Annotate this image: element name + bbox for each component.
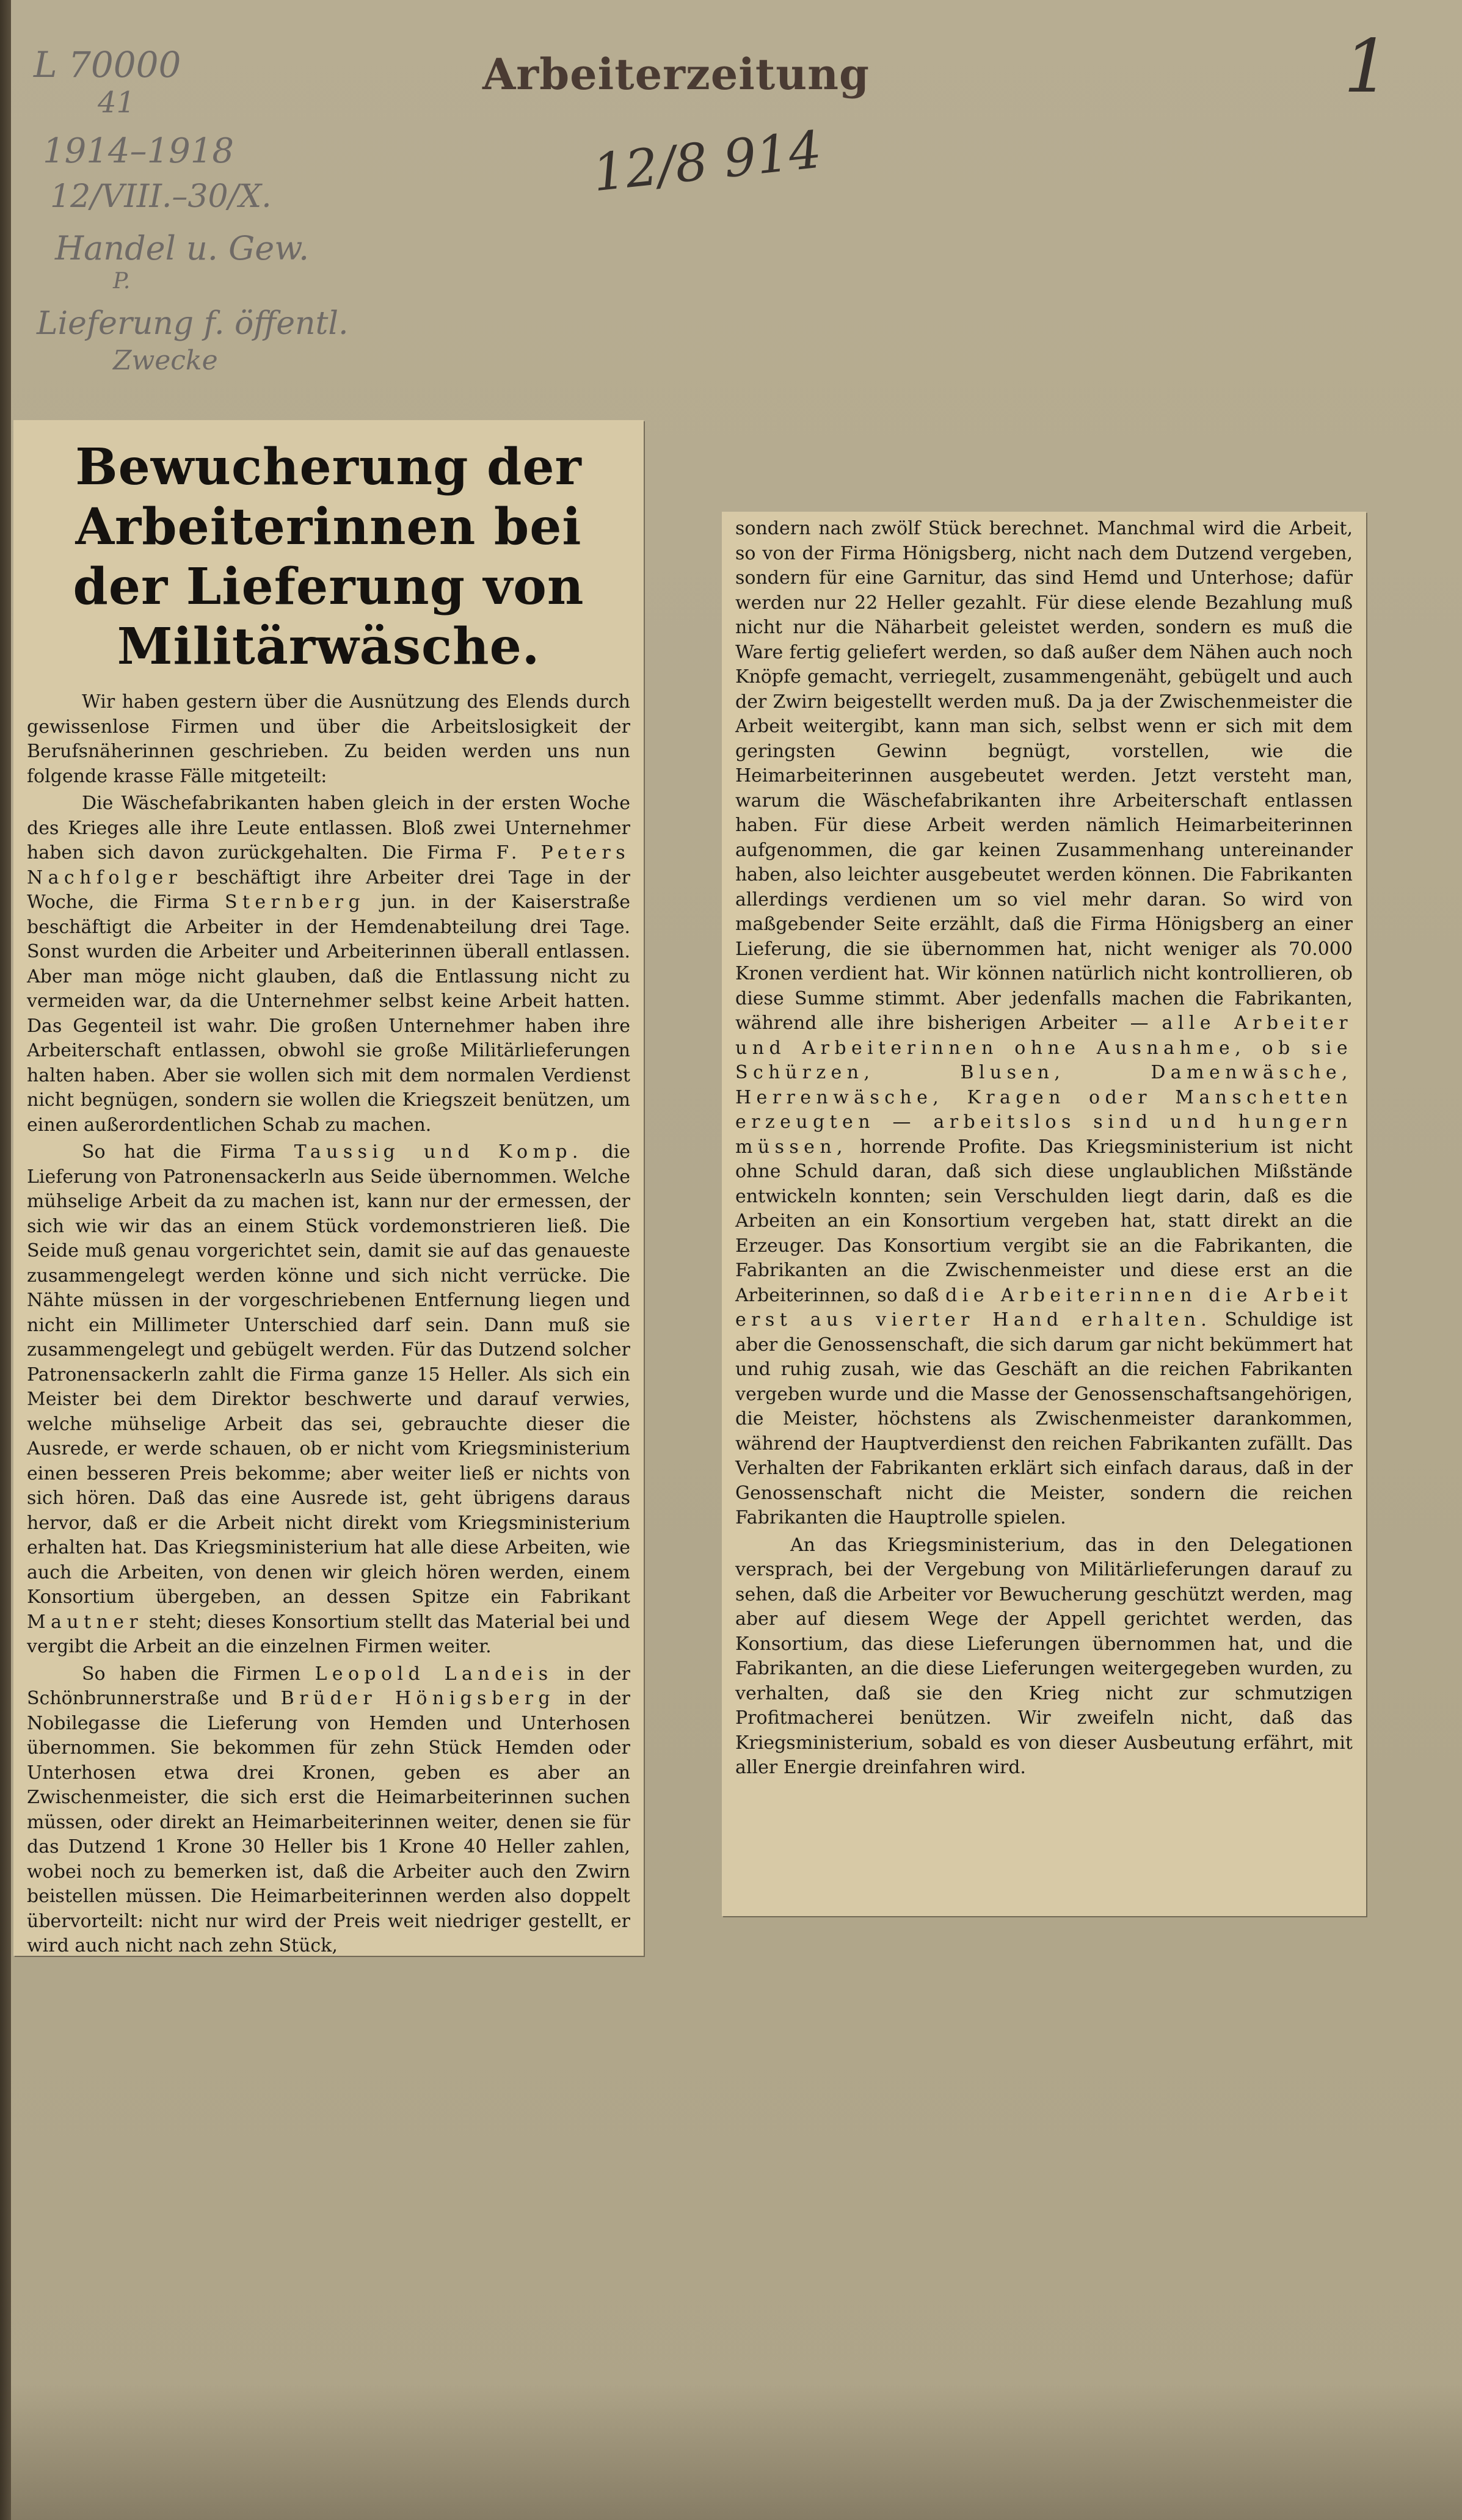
sheet-shadow: [11, 2381, 1462, 2520]
paragraph: sondern nach zwölf Stück berechnet. Manchmal wird die Arbeit, so von der Firma Hönigsberg, nicht nach dem Dutzend vergeben, sondern für eine Garnitur, das sind Hemd und Unterhose; dafür werden nur 22 Heller gezahlt. Für diese elende Bezahlung muß nicht nur die Näharbeit geleistet werden, sondern es muß die Ware fertig geliefert werden, so daß außer dem Nähen auch noch Knöpfe gemacht, verriegelt, zusammengenäht, gebügelt und auch der Zwirn beigestellt werden muß. Da ja der Zwischenmeister die Arbeit weitergibt, kann man sich, selbst wenn er sich mit dem geringsten Gewinn begnügt, vorstellen, wie die Heimarbeiterinnen ausgebeutet werden. Jetzt versteht man, warum die Wäschefabrikanten ihre Arbeiterschaft entlassen haben. Für diese Arbeit werden nämlich Heimarbeiterinnen aufgenommen, die gar keinen Zusammenhang untereinander haben, also leichter ausgebeutet werden können. Die Fabrikanten allerdings verdienen um so viel mehr daran. So wird von maßgebender Seite erzählt, daß die Firma Hönigsberg an einer Lieferung, die sie übernommen hat, nicht weniger als 70.000 Kronen verdient hat. Wir können natürlich nicht kontrollieren, ob diese Summe stimmt. Aber jedenfalls machen die Fabrikanten, während alle ihre bisherigen Arbeiter — alle Arbeiter und Arbeiterinnen ohne Ausnahme, ob sie Schürzen, Blusen, Damenwäsche, Herrenwäsche, Kragen oder Manschetten erzeugten — arbeitslos sind und hungern müssen, horrende Profite. Das Kriegsministerium ist nicht ohne Schuld daran, daß sich diese unglaublichen Mißstände entwickeln konnten; sein Verschulden liegt darin, daß es die Arbeiten an ein Konsortium vergeben hat, statt direkt an die Erzeuger. Das Konsortium vergibt sie an die Fabrikanten, die Fabrikanten an die Zwischenmeister und diese erst an die Arbeiterinnen, so daß die Arbeiterinnen die Arbeit erst aus vierter Hand erhalten. Schuldige ist aber die Genossenschaft, die sich darum gar nicht bekümmert hat und ruhig zusah, wie das Geschäft an die reichen Fabrikanten vergeben wurde und die Masse der Genossenschaftsangehörigen, die Meister, höchstens als Zwischenmeister darankommen, während der Hauptverdienst den reichen Fabrikanten zufällt. Das Verhalten der Fabrikanten erklärt sich einfach daraus, daß in der Genossenschaft nicht die Meister, sondern die reichen Fabrikanten die Hauptrolle spielen.: [735, 518, 1353, 1528]
clipping-column-left: [13, 420, 644, 1956]
article-body-right: [722, 512, 1366, 1781]
paragraph: Wir haben gestern über die Ausnützung des Elends durch gewissenlose Firmen und über die Arbeitslosigkeit der Berufsnäherinnen geschrieben. Zu beiden werden uns nun folgende krasse Fälle mitgeteilt:: [27, 691, 630, 787]
clipping-column-right: [722, 512, 1366, 1916]
archive-note: 1914–1918: [43, 131, 235, 171]
archive-note: 12/VIII.–30/X.: [50, 178, 272, 215]
archive-note: 41: [98, 85, 136, 120]
page-number: 1: [1344, 24, 1391, 109]
paragraph: So haben die Firmen Leopold Landeis in der Schönbrunnerstraße und Brüder Hönigsberg in der Nobilegasse die Lieferung von Hemden und Unterhosen übernommen. Sie bekommen für zehn Stück Hemden oder Unterhosen etwa drei Kronen, geben es aber an Zwischenmeister, die sich erst die Heimarbeiterinnen suchen müssen, oder direkt an Heimarbeiterinnen weiter, denen sie für das Dutzend 1 Krone 30 Heller bis 1 Krone 40 Heller zahlen, wobei noch zu bemerken ist, daß die Arbeiter auch den Zwirn beistellen müssen. Die Heimarbeiterinnen werden also doppelt übervorteilt: nicht nur wird der Preis weit niedriger gestellt, er wird auch nicht nach zehn Stück,: [27, 1663, 630, 1956]
archive-note: Handel u. Gew.: [55, 229, 310, 267]
article-body-left: [13, 690, 644, 1959]
newspaper-masthead: Arbeiterzeitung: [482, 49, 870, 100]
archive-note: Zwecke: [113, 345, 218, 376]
paragraph: An das Kriegsministerium, das in den Delegationen versprach, bei der Vergebung von Militärlieferungen darauf zu sehen, daß die Arbeiter vor Bewucherung geschützt werden, mag aber auf diesem Wege der Appell gerichtet werden, das Konsortium, das diese Lieferungen übernommen hat, und die Fabrikanten, an die diese Lieferungen weitergegeben wurden, zu verhalten, daß sie den Krieg nicht zur schmutzigen Profitmacherei benützen. Wir zweifeln nicht, daß das Kriegsministerium, sobald es von dieser Ausbeutung erfährt, mit aller Energie dreinfahren wird.: [735, 1534, 1353, 1778]
archive-note: Lieferung f. öffentl.: [37, 305, 349, 342]
archive-note: P.: [113, 269, 131, 294]
paragraph: Die Wäschefabrikanten haben gleich in der ersten Woche des Krieges alle ihre Leute entlassen. Bloß zwei Unternehmer haben sich davon zurückgehalten. Die Firma F. Peters Nachfolger beschäftigt ihre Arbeiter drei Tage in der Woche, die Firma Sternberg jun. in der Kaiserstraße beschäftigt die Arbeiter in der Hemdenabteilung drei Tage. Sonst wurden die Arbeiter und Arbeiterinnen überall entlassen. Aber man möge nicht glauben, daß die Entlassung nicht zu vermeiden war, da die Unternehmer selbst keine Arbeit hatten. Das Gegenteil ist wahr. Die großen Unternehmer haben ihre Arbeiterschaft entlassen, obwohl sie große Militärlieferungen halten haben. Aber sie wollen sich mit dem normalen Verdienst nicht begnügen, sondern sie wollen die Kriegszeit benützen, um einen außerordentlichen Schab zu machen.: [27, 793, 630, 1136]
date-note: 12/8 914: [589, 119, 824, 203]
article-headline: Bewucherung der Arbeiterinnen bei der Lieferung von Militärwäsche.: [73, 438, 584, 676]
paragraph: So hat die Firma Taussig und Komp. die Lieferung von Patronensackerln aus Seide übernommen. Welche mühselige Arbeit da zu machen ist, kann nur der ermessen, der sich wie wir das an einem Stück vordemonstrieren ließ. Die Seide muß genau vorgerichtet sein, damit sie auf das genaueste zusammengelegt werden könne und sich nicht verrücke. Die Nähte müssen in der vorgeschriebenen Entfernung liegen und nicht ein Millimeter Unterschied darf sein. Dann muß sie zusammengelegt und gebügelt werden. Für das Dutzend solcher Patronensackerln zahlt die Firma ganze 15 Heller. Als sich ein Meister bei dem Direktor beschwerte und darauf verwies, welche mühselige Arbeit das sei, gebrauchte dieser die Ausrede, er werde schauen, ob er nicht vom Kriegsministerium einen besseren Preis bekomme; aber weiter ließ er nichts von sich hören. Daß das eine Ausrede ist, geht übrigens daraus hervor, daß er die Arbeit nicht direkt vom Kriegsministerium erhalten hat. Das Kriegsministerium hat alle diese Arbeiten, wie auch die Arbeiten, von denen wir gleich hören werden, einem Konsortium übergeben, an dessen Spitze ein Fabrikant Mautner steht; dieses Konsortium stellt das Material bei und vergibt die Arbeit an die einzelnen Firmen weiter.: [27, 1141, 630, 1657]
archive-note: L 70000: [34, 44, 181, 85]
